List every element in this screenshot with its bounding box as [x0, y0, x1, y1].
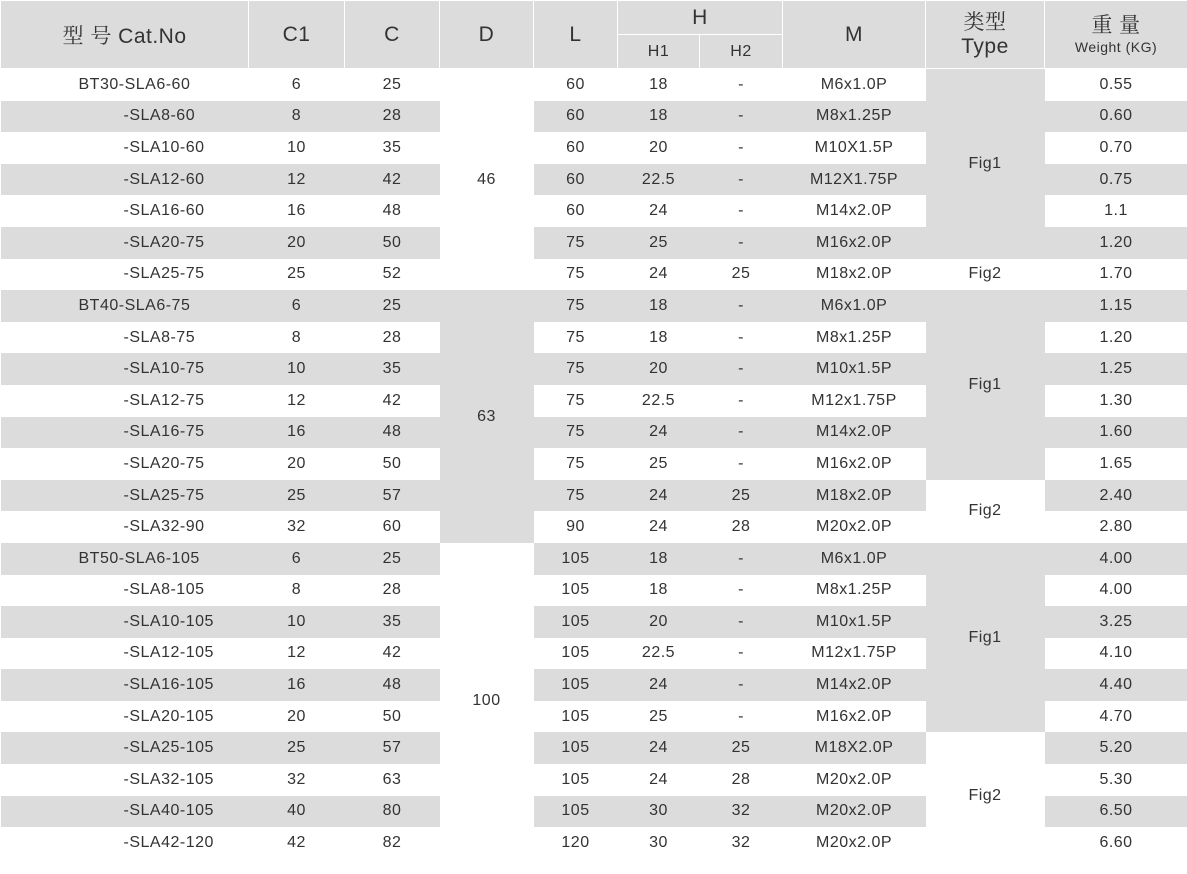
l-cell: 105 — [534, 732, 618, 764]
l-cell: 105 — [561, 644, 590, 662]
cat-no-cell: -SLA16-75 — [1, 417, 249, 449]
weight-cell: 4.00 — [1045, 543, 1187, 575]
m-cell: M16x2.0P — [783, 227, 926, 259]
c1-cell: 10 — [249, 606, 345, 638]
h2-cell: - — [700, 606, 783, 638]
weight-cell: 1.30 — [1099, 391, 1133, 409]
m-cell: M10x1.5P — [783, 606, 926, 638]
h1-cell: 20 — [649, 138, 668, 156]
l-cell: 105 — [534, 669, 618, 701]
h2-cell: 32 — [731, 834, 751, 852]
h2-cell: - — [738, 454, 744, 472]
c1-cell: 25 — [249, 480, 345, 512]
weight-cell: 1.20 — [1045, 227, 1187, 259]
h1-cell: 22.5 — [641, 391, 676, 409]
c1-cell: 6 — [249, 543, 345, 575]
m-cell: M12x1.75P — [811, 391, 897, 409]
c-cell: 35 — [382, 138, 402, 156]
c1-cell: 12 — [249, 164, 345, 196]
weight-cell: 4.00 — [1099, 581, 1133, 599]
h2-cell: - — [700, 543, 783, 575]
weight-cell: 1.65 — [1099, 454, 1133, 472]
h2-cell: - — [738, 202, 744, 220]
weight-cell: 5.20 — [1045, 732, 1187, 764]
h1-cell: 22.5 — [618, 164, 700, 196]
m-cell: M20x2.0P — [815, 834, 893, 852]
cat-no-cell: -SLA8-105 — [123, 581, 205, 599]
weight-cell: 6.50 — [1045, 796, 1187, 828]
c-cell: 42 — [382, 644, 402, 662]
c-cell: 42 — [345, 164, 440, 196]
m-cell: M12X1.75P — [783, 164, 926, 196]
header-d: D — [440, 1, 534, 69]
m-cell: M14x2.0P — [783, 669, 926, 701]
h2-cell: 25 — [731, 265, 751, 283]
h2-cell: - — [738, 707, 744, 725]
m-cell: M6x1.0P — [820, 75, 888, 93]
header-weight-en: Weight (KG) — [1074, 38, 1158, 55]
cat-no-cell: -SLA10-105 — [1, 606, 249, 638]
l-cell: 105 — [534, 543, 618, 575]
h1-cell: 18 — [649, 75, 668, 93]
h2-cell: 28 — [731, 518, 751, 536]
c-cell: 28 — [345, 101, 440, 133]
l-cell: 120 — [561, 834, 590, 852]
h2-cell: 28 — [731, 770, 751, 788]
c1-cell: 25 — [249, 732, 345, 764]
h1-cell: 24 — [649, 518, 668, 536]
h1-cell: 24 — [649, 265, 668, 283]
c1-cell: 10 — [287, 138, 306, 156]
weight-cell: 1.25 — [1045, 353, 1187, 385]
l-cell: 75 — [534, 227, 618, 259]
table-row — [1, 543, 1187, 575]
cat-no-cell: -SLA25-75 — [123, 265, 205, 283]
cat-no-cell: BT40-SLA6-75 — [1, 290, 249, 322]
h1-cell: 24 — [649, 202, 668, 220]
c-cell: 80 — [345, 796, 440, 828]
weight-cell: 1.1 — [1104, 202, 1128, 220]
l-cell: 75 — [566, 265, 585, 283]
c1-cell: 8 — [249, 101, 345, 133]
cat-no-cell: -SLA20-105 — [123, 707, 214, 725]
c-cell: 63 — [382, 770, 402, 788]
h1-cell: 24 — [618, 480, 700, 512]
table-row — [1, 732, 1187, 764]
header-l: L — [534, 1, 618, 69]
c-cell: 35 — [345, 353, 440, 385]
c-cell: 28 — [382, 328, 402, 346]
m-cell: M18x2.0P — [783, 480, 926, 512]
c1-cell: 16 — [287, 202, 306, 220]
h1-cell: 18 — [618, 543, 700, 575]
header-h: H — [618, 1, 783, 35]
c-cell: 28 — [382, 581, 402, 599]
m-cell: M14x2.0P — [815, 202, 893, 220]
h1-cell: 20 — [618, 606, 700, 638]
cat-no-cell: -SLA12-75 — [123, 391, 205, 409]
l-cell: 105 — [534, 796, 618, 828]
h2-cell: - — [700, 164, 783, 196]
header-c1: C1 — [249, 1, 345, 69]
m-cell: M14x2.0P — [783, 417, 926, 449]
h1-cell: 30 — [618, 796, 700, 828]
header-weight — [1045, 1, 1187, 69]
weight-cell: 1.15 — [1045, 290, 1187, 322]
c-cell: 50 — [382, 707, 402, 725]
d-cell: 63 — [440, 290, 534, 543]
l-cell: 75 — [534, 480, 618, 512]
cat-no-cell: -SLA10-60 — [123, 138, 205, 156]
weight-cell: 1.20 — [1099, 328, 1133, 346]
l-cell: 75 — [566, 391, 585, 409]
weight-cell: 1.60 — [1045, 417, 1187, 449]
l-cell: 75 — [534, 417, 618, 449]
header-type-en: Type — [961, 34, 1009, 58]
c-cell: 42 — [382, 391, 402, 409]
h1-cell: 20 — [618, 353, 700, 385]
c-cell: 48 — [382, 202, 402, 220]
header-type — [926, 1, 1045, 69]
m-cell: M12x1.75P — [811, 644, 897, 662]
header-cat-no: 型 号 Cat.No — [1, 1, 249, 69]
header-type-cn: 类型 — [963, 10, 1007, 34]
cat-no-cell: -SLA32-105 — [123, 770, 214, 788]
h2-cell: - — [738, 644, 744, 662]
h1-cell: 24 — [618, 669, 700, 701]
h2-cell: - — [700, 417, 783, 449]
c1-cell: 32 — [287, 770, 306, 788]
h2-cell: 32 — [700, 796, 783, 828]
c-cell: 60 — [382, 518, 402, 536]
c1-cell: 20 — [287, 707, 306, 725]
h2-cell: - — [738, 328, 744, 346]
cat-no-cell: -SLA25-105 — [1, 732, 249, 764]
m-cell: M10X1.5P — [814, 138, 894, 156]
c-cell: 25 — [382, 75, 402, 93]
h1-cell: 18 — [618, 290, 700, 322]
cat-no-cell: -SLA20-75 — [123, 454, 205, 472]
cat-no-cell: -SLA40-105 — [1, 796, 249, 828]
cat-no-cell: BT30-SLA6-60 — [78, 75, 191, 93]
h1-cell: 22.5 — [641, 644, 676, 662]
c1-cell: 6 — [291, 75, 302, 93]
c1-cell: 8 — [291, 328, 302, 346]
header-c: C — [345, 1, 440, 69]
h2-cell: - — [700, 353, 783, 385]
table-row — [1, 480, 1187, 512]
h2-cell: - — [738, 75, 744, 93]
header-h2: H2 — [700, 35, 783, 69]
h1-cell: 25 — [618, 227, 700, 259]
m-cell: M8x1.25P — [815, 581, 893, 599]
c1-cell: 6 — [249, 290, 345, 322]
c1-cell: 8 — [291, 581, 302, 599]
cat-no-cell: -SLA16-60 — [123, 202, 205, 220]
type-cell: Fig2 — [926, 480, 1045, 543]
h1-cell: 24 — [618, 732, 700, 764]
m-cell: M8x1.25P — [783, 101, 926, 133]
type-cell: Fig1 — [926, 543, 1045, 733]
m-cell: M18x2.0P — [815, 265, 893, 283]
c1-cell: 12 — [287, 644, 306, 662]
table-row — [1, 290, 1187, 322]
c-cell: 57 — [345, 732, 440, 764]
h1-cell: 30 — [649, 834, 668, 852]
l-cell: 75 — [534, 290, 618, 322]
c-cell: 48 — [345, 669, 440, 701]
l-cell: 75 — [534, 353, 618, 385]
c1-cell: 20 — [249, 227, 345, 259]
m-cell: M16x2.0P — [815, 707, 893, 725]
weight-cell: 0.75 — [1045, 164, 1187, 196]
c-cell: 25 — [345, 543, 440, 575]
l-cell: 105 — [534, 606, 618, 638]
c1-cell: 16 — [249, 417, 345, 449]
h2-cell: 25 — [700, 732, 783, 764]
c1-cell: 12 — [287, 391, 306, 409]
c-cell: 57 — [345, 480, 440, 512]
l-cell: 105 — [561, 770, 590, 788]
type-cell: Fig2 — [926, 259, 1045, 291]
d-cell: 46 — [477, 170, 496, 188]
cat-no-cell: -SLA12-60 — [1, 164, 249, 196]
cat-no-cell: -SLA20-75 — [1, 227, 249, 259]
h2-cell: - — [738, 138, 744, 156]
type-cell: Fig1 — [926, 290, 1045, 480]
c1-cell: 42 — [287, 834, 306, 852]
c-cell: 52 — [382, 265, 402, 283]
m-cell: M6x1.0P — [783, 290, 926, 322]
c1-cell: 32 — [287, 518, 306, 536]
h2-cell: - — [738, 581, 744, 599]
weight-cell: 2.80 — [1099, 518, 1133, 536]
l-cell: 60 — [566, 138, 585, 156]
h2-cell: - — [700, 101, 783, 133]
cat-no-cell: -SLA42-120 — [123, 834, 214, 852]
h1-cell: 24 — [618, 417, 700, 449]
d-cell: 100 — [472, 691, 501, 709]
cat-no-cell: -SLA25-75 — [1, 480, 249, 512]
weight-cell: 6.60 — [1099, 834, 1133, 852]
type-cell: Fig1 — [926, 69, 1045, 259]
cat-no-cell: -SLA32-90 — [123, 518, 205, 536]
l-cell: 90 — [566, 518, 585, 536]
weight-cell: 4.70 — [1099, 707, 1133, 725]
h1-cell: 18 — [649, 328, 668, 346]
l-cell: 105 — [561, 581, 590, 599]
cat-no-cell: -SLA12-105 — [123, 644, 214, 662]
h2-cell: - — [700, 669, 783, 701]
cat-no-cell: -SLA8-75 — [123, 328, 196, 346]
l-cell: 60 — [534, 101, 618, 133]
weight-cell: 3.25 — [1045, 606, 1187, 638]
header-weight-cn: 重 量 — [1091, 13, 1141, 37]
type-cell: Fig2 — [926, 732, 1045, 858]
h1-cell: 18 — [649, 581, 668, 599]
weight-cell: 0.55 — [1099, 75, 1133, 93]
h2-cell: - — [738, 391, 744, 409]
m-cell: M8x1.25P — [815, 328, 893, 346]
m-cell: M20x2.0P — [815, 518, 893, 536]
h2-cell: - — [700, 290, 783, 322]
table-header — [1, 1, 1187, 69]
l-cell: 75 — [566, 328, 585, 346]
c-cell: 50 — [382, 454, 402, 472]
c1-cell: 16 — [249, 669, 345, 701]
h1-cell: 25 — [649, 707, 668, 725]
h2-cell: 25 — [700, 480, 783, 512]
m-cell: M10x1.5P — [783, 353, 926, 385]
weight-cell: 0.60 — [1045, 101, 1187, 133]
h2-cell: - — [700, 227, 783, 259]
m-cell: M20x2.0P — [783, 796, 926, 828]
weight-cell: 4.10 — [1099, 644, 1133, 662]
weight-cell: 4.40 — [1045, 669, 1187, 701]
table-body — [1, 69, 1187, 859]
weight-cell: 2.40 — [1045, 480, 1187, 512]
l-cell: 60 — [566, 202, 585, 220]
l-cell: 60 — [566, 75, 585, 93]
cat-no-cell: -SLA10-75 — [1, 353, 249, 385]
c-cell: 48 — [345, 417, 440, 449]
c-cell: 25 — [345, 290, 440, 322]
m-cell: M18X2.0P — [783, 732, 926, 764]
c-cell: 82 — [382, 834, 402, 852]
m-cell: M20x2.0P — [815, 770, 893, 788]
c1-cell: 20 — [287, 454, 306, 472]
cat-no-cell: -SLA8-60 — [1, 101, 249, 133]
weight-cell: 0.70 — [1099, 138, 1133, 156]
h1-cell: 18 — [618, 101, 700, 133]
c-cell: 50 — [345, 227, 440, 259]
m-cell: M6x1.0P — [783, 543, 926, 575]
l-cell: 60 — [534, 164, 618, 196]
cat-no-cell: BT50-SLA6-105 — [1, 543, 249, 575]
header-h1: H1 — [618, 35, 700, 69]
m-cell: M16x2.0P — [815, 454, 893, 472]
c1-cell: 25 — [287, 265, 306, 283]
l-cell: 105 — [561, 707, 590, 725]
h1-cell: 25 — [649, 454, 668, 472]
table-row — [1, 69, 1187, 101]
table-row — [1, 259, 1187, 291]
c1-cell: 10 — [249, 353, 345, 385]
l-cell: 75 — [566, 454, 585, 472]
weight-cell: 5.30 — [1099, 770, 1133, 788]
weight-cell: 1.70 — [1099, 265, 1133, 283]
header-m: M — [783, 1, 926, 69]
h1-cell: 24 — [649, 770, 668, 788]
c-cell: 35 — [345, 606, 440, 638]
cat-no-cell: -SLA16-105 — [1, 669, 249, 701]
c1-cell: 40 — [249, 796, 345, 828]
